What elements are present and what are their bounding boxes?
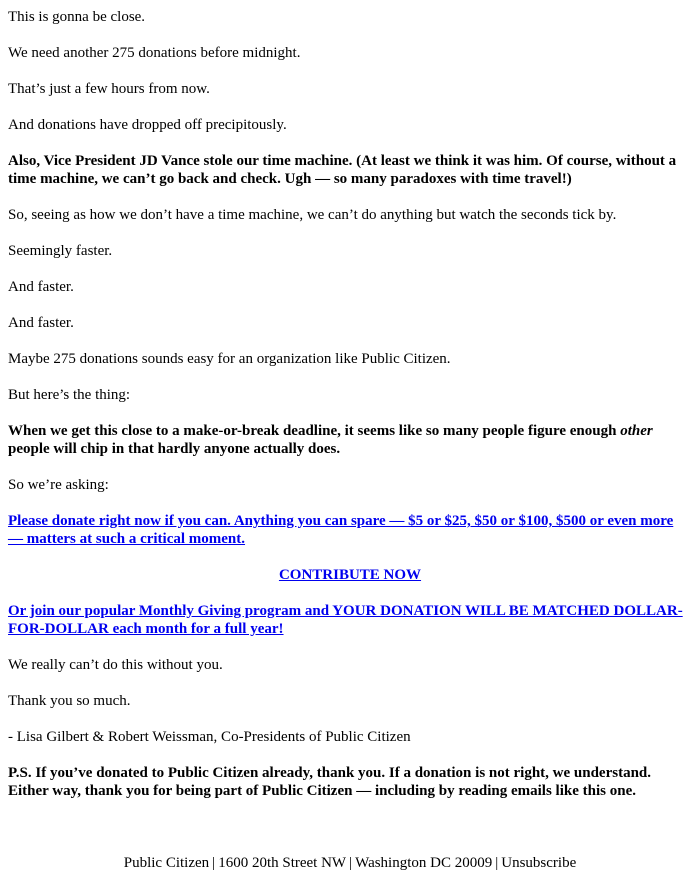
footer-org: Public Citizen <box>123 855 210 871</box>
paragraph-seconds-tick: So, seeing as how we don’t have a time machine, we can’t do anything but watch the seconds tick by. <box>8 207 617 223</box>
deadline-text-end: people will chip in that hardly anyone actually does. <box>8 441 341 457</box>
paragraph-dropped-off: And donations have dropped off precipitously. <box>8 117 287 133</box>
signature: - Lisa Gilbert & Robert Weissman, Co-Presidents of Public Citizen <box>8 729 411 745</box>
paragraph-deadline <box>8 422 692 458</box>
paragraph-seemingly-faster: Seemingly faster. <box>8 243 113 259</box>
paragraph-time-machine: Also, Vice President JD Vance stole our time machine. (At least we think it was him. Of course, without a time machine, we can’t go back and check. Ugh — so many paradoxes with time travel!) <box>8 153 677 187</box>
paragraph-contribute <box>8 566 692 584</box>
paragraph-opening: This is gonna be close. <box>8 9 146 25</box>
paragraph-so-asking: So we’re asking: <box>8 477 109 493</box>
paragraph-maybe-easy: Maybe 275 donations sounds easy for an organization like Public Citizen. <box>8 351 451 367</box>
paragraph-donations-needed: We need another 275 donations before midnight. <box>8 45 301 61</box>
footer-separator: | <box>212 855 216 871</box>
paragraph-thank-you: Thank you so much. <box>8 693 131 709</box>
contribute-now-link[interactable]: CONTRIBUTE NOW <box>278 567 422 583</box>
postscript: P.S. If you’ve donated to Public Citizen already, thank you. If a donation is not right, we understand. Either way, thank you for being part of Public Citizen — including by reading emails like this one. <box>8 765 652 799</box>
deadline-text-emphasis: other <box>620 423 653 439</box>
footer <box>0 854 700 872</box>
unsubscribe-link[interactable]: Unsubscribe <box>501 855 577 871</box>
paragraph-donate <box>8 512 692 548</box>
deadline-text-start: When we get this close to a make-or-break deadline, it seems like so many people figure enough <box>8 423 621 439</box>
footer-separator: | <box>495 855 499 871</box>
paragraph-hours: That’s just a few hours from now. <box>8 81 210 97</box>
footer-address: 1600 20th Street NW <box>218 855 347 871</box>
footer-separator: | <box>349 855 353 871</box>
donate-link[interactable]: Please donate right now if you can. Anything you can spare — $5 or $25, $50 or $100, $500 or even more — matters at such a critical moment. <box>8 513 674 547</box>
paragraph-heres-the-thing: But here’s the thing: <box>8 387 131 403</box>
paragraph-and-faster-2: And faster. <box>8 315 74 331</box>
paragraph-monthly <box>8 602 692 638</box>
footer-city: Washington DC 20009 <box>355 855 493 871</box>
monthly-giving-link[interactable]: Or join our popular Monthly Giving program and YOUR DONATION WILL BE MATCHED DOLLAR-FOR-DOLLAR each month for a full year! <box>8 603 683 637</box>
paragraph-cant-without-you: We really can’t do this without you. <box>8 657 223 673</box>
paragraph-and-faster-1: And faster. <box>8 279 74 295</box>
